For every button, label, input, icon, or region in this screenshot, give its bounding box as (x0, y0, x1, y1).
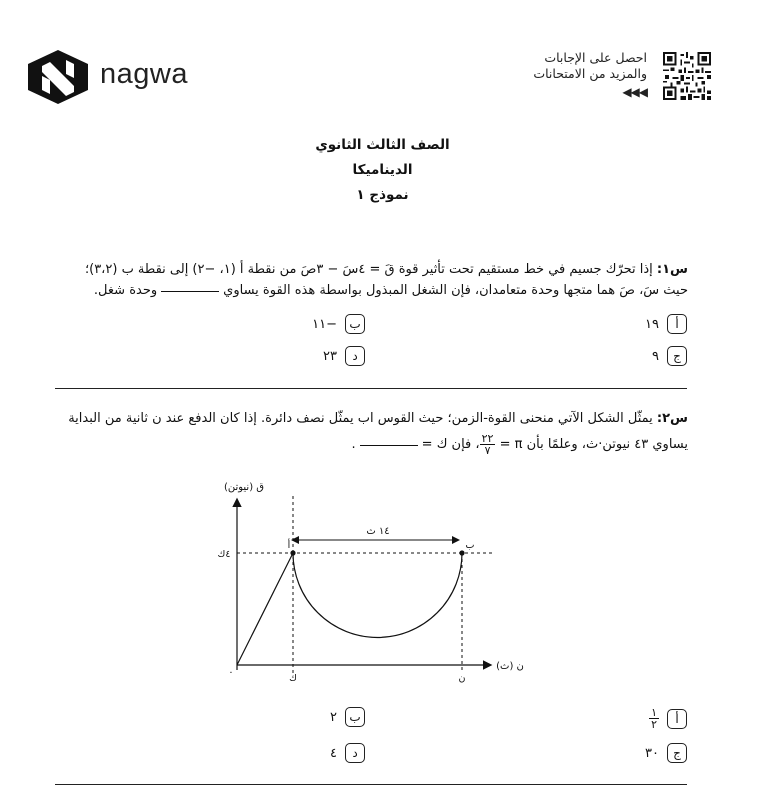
question-2-line-1: يمثّل الشكل الآتي منحنى القوة-الزمن؛ حيث القوس اب يمثّل نصف دائرة. إذا كان الدفع عند ن ثانية من البداية (68, 411, 653, 426)
choice-fraction (649, 707, 659, 730)
point-a-label: أ (287, 540, 291, 551)
x-axis-label: ن (ث) (496, 661, 524, 672)
q1-choice-d[interactable] (323, 346, 365, 366)
answer-blank (161, 291, 219, 292)
fraction-numerator: ١ (651, 706, 657, 719)
qr-code-icon[interactable] (663, 52, 711, 100)
fraction-denominator: ٢ (651, 718, 657, 731)
choice-letter: ب (345, 707, 365, 727)
grade-title: الصف الثالث الثانوي (315, 137, 450, 153)
question-1-text (54, 259, 688, 301)
point-b-marker (459, 550, 464, 555)
choice-letter: أ (667, 709, 687, 729)
choice-value: ٤ (330, 745, 337, 761)
q2-choice-c[interactable] (645, 743, 687, 763)
choice-letter: ب (345, 314, 365, 334)
y-axis-label: ق (نيوتن) (223, 482, 265, 493)
point-b-label: ب (465, 540, 475, 551)
force-time-graph (200, 478, 540, 688)
nagwa-logo-icon (28, 50, 88, 104)
fraction-numerator: ٢٢ (481, 432, 494, 445)
promo-line-2: والمزيد من الامتحانات (533, 66, 647, 81)
rising-line (237, 553, 293, 665)
origin-label: . (229, 665, 233, 676)
choice-value: ٣٠ (645, 745, 659, 761)
choice-letter: د (345, 743, 365, 763)
question-1-line-2b: وحدة شغل. (93, 283, 158, 298)
question-1-line-1: إذا تحرّك جسيم في خط مستقيم تحت تأثير قوة قَ = ٤سَ − ٣صَ من نقطة أ (١، −٢) إلى نقطة ب (٣،٢)؛ (84, 262, 653, 277)
semicircle-arc (293, 553, 462, 637)
question-2-number: س٢: (656, 411, 688, 426)
choice-letter: د (345, 346, 365, 366)
q2-choice-d[interactable] (330, 743, 365, 763)
divider (55, 388, 687, 389)
x-tick-n: ن (458, 673, 466, 684)
point-a-marker (290, 550, 295, 555)
q2-choice-b[interactable] (330, 707, 365, 727)
q2-choice-a[interactable] (649, 707, 687, 730)
choice-value: ٢ (330, 709, 337, 725)
choice-letter: أ (667, 314, 687, 334)
question-1-line-2a: حيث سَ، صَ هما متجها وحدة متعامدان، فإن الشغل المبذول بواسطة هذه القوة يساوي (223, 283, 688, 298)
answer-blank (360, 445, 418, 446)
width-label: ١٤ ث (366, 526, 390, 537)
subject-title: الديناميكا (352, 162, 413, 178)
q1-choice-c[interactable] (652, 346, 687, 366)
promo-line-1: احصل على الإجابات (544, 50, 647, 65)
choice-value: ٩ (652, 348, 659, 364)
divider (55, 784, 687, 785)
x-tick-k: ك (289, 673, 297, 684)
choice-value: ٢٣ (323, 348, 337, 364)
promo-text (533, 50, 647, 100)
choice-value: −١١ (312, 316, 337, 332)
fraction-denominator: ٧ (484, 444, 491, 457)
choice-value: ١٩ (645, 316, 659, 332)
question-2-line-2b: ، فإن ك = (421, 437, 480, 452)
model-title: نموذج ١ (356, 187, 409, 203)
choice-letter: ج (667, 743, 687, 763)
y-tick-4k: ٤ك (217, 549, 231, 560)
question-2-text: س٢: يمثّل الشكل الآتي منحنى القوة-الزمن؛ حيث القوس اب يمثّل نصف دائرة. إذا كان الدفع عند ن ثانية من البداية يساوي ٤٣ نيوتن·ث، وعلمًا بأن π = $\frac{٢٢}{٧}$ ، فإن ك =. (68, 411, 688, 457)
pi-symbol: π = (499, 437, 523, 452)
pi-fraction (480, 433, 496, 456)
brand-name: nagwa (100, 58, 188, 90)
question-2-line-2a: يساوي ٤٣ نيوتن·ث، وعلمًا بأن (526, 437, 688, 452)
question-1-number: س١: (656, 262, 688, 277)
q1-choice-a[interactable] (645, 314, 687, 334)
choice-letter: ج (667, 346, 687, 366)
q1-choice-b[interactable] (312, 314, 365, 334)
promo-arrows-icon: ◀◀◀ (622, 85, 647, 99)
